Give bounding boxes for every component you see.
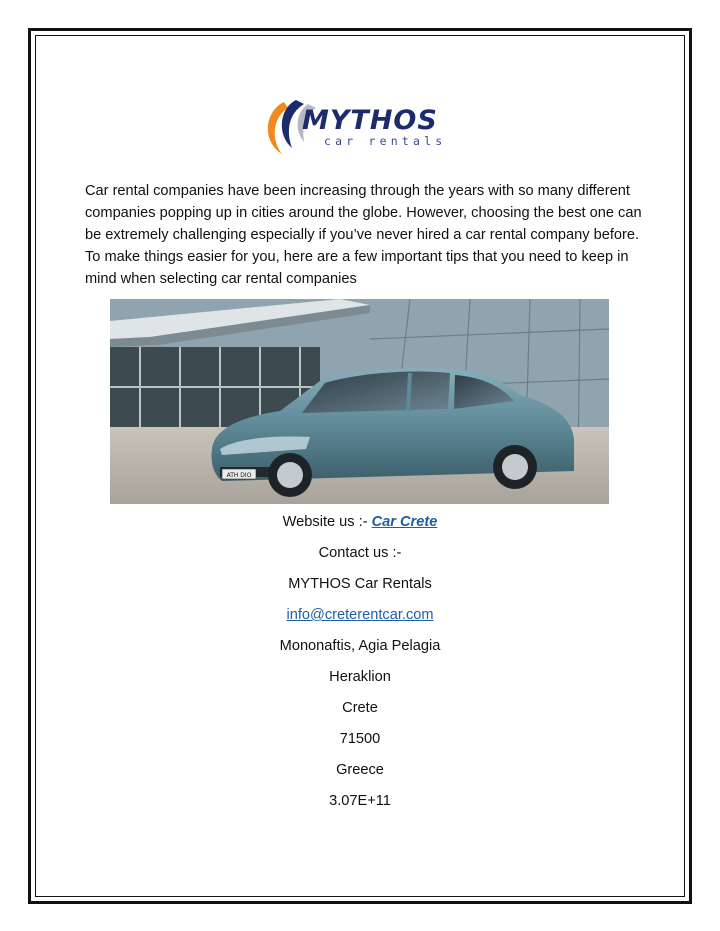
company-name: MYTHOS Car Rentals xyxy=(288,576,432,592)
city-line: Heraklion xyxy=(329,669,391,685)
mythos-logo xyxy=(262,96,458,162)
postcode-line: 71500 xyxy=(339,731,381,747)
svg-text:ATH DIO: ATH DIO xyxy=(226,472,252,479)
website-label: Website us :- xyxy=(282,514,372,530)
address-line: Mononaftis, Agia Pelagia xyxy=(279,638,441,654)
intro-paragraph: Car rental companies have been increasing through the years with so many different companies popping up in cities around the globe. However, choosing the best one can be extremely challenging especially if you’ve never hired a car rental company before. To make things easier for you, here are a few important tips that you need to keep in mind when selecting car rental companies xyxy=(85,183,642,287)
region-line: Crete xyxy=(342,700,378,716)
car-photo xyxy=(110,299,609,504)
svg-text:MYTHOS: MYTHOS xyxy=(302,105,438,136)
country-line: Greece xyxy=(336,762,384,778)
website-link[interactable]: Car Crete xyxy=(371,514,438,530)
contact-label: Contact us :- xyxy=(318,545,402,561)
svg-text:car rentals: car rentals xyxy=(324,134,447,148)
email-line xyxy=(0,607,720,623)
phone-line: 3.07E+11 xyxy=(329,793,391,809)
website-line xyxy=(0,514,720,530)
email-link[interactable]: info@creterentcar.com xyxy=(286,607,434,623)
